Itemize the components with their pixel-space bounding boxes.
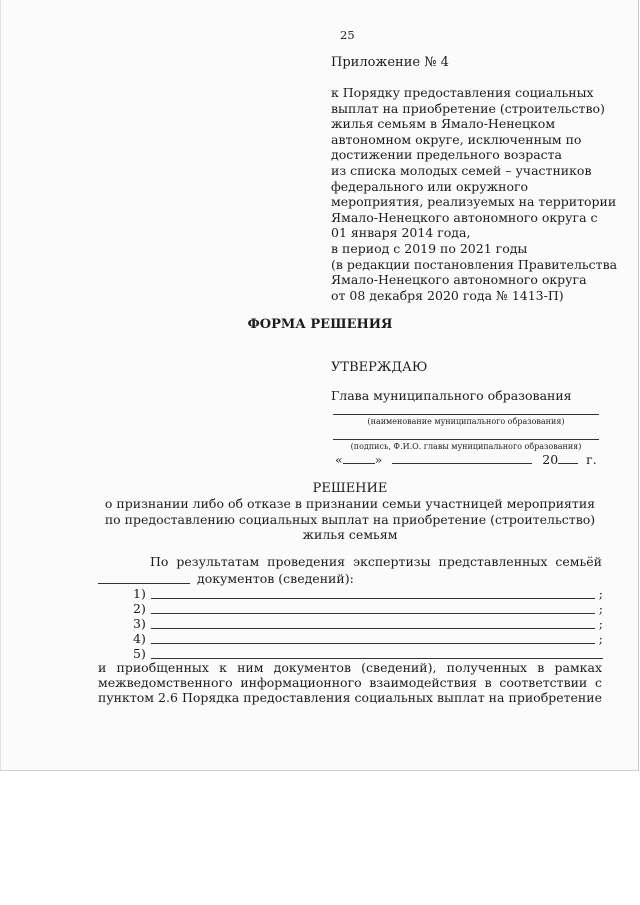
- page-edge: [0, 0, 1, 770]
- annex-line: федерального или окружного: [331, 178, 529, 194]
- document-item: [133, 586, 603, 601]
- head-role: Глава муниципального образования: [331, 388, 572, 403]
- item-blank-line: [151, 613, 595, 614]
- annex-line: 01 января 2014 года,: [331, 225, 471, 241]
- annex-description: [331, 85, 621, 303]
- intro-word: экспертизы: [353, 554, 431, 569]
- annex-line: достижении предельного возраста: [331, 147, 563, 163]
- date-open-quote: «: [335, 452, 343, 467]
- item-terminator: ;: [598, 616, 603, 631]
- annex-line: (в редакции постановления Правительства: [331, 256, 618, 272]
- annex-title: Приложение № 4: [331, 55, 449, 70]
- paragraph-line: пунктом 2.6 Порядка предоставления социальных выплат на приобретение: [98, 690, 602, 705]
- annex-line: из списка молодых семей – участников: [331, 162, 592, 178]
- item-blank-line: [151, 643, 595, 644]
- item-number: 1): [133, 586, 146, 601]
- item-blank-line: [151, 598, 595, 599]
- item-terminator: ;: [598, 601, 603, 616]
- decision-subtitle-line: о признании либо об отказе в признании семьи участницей мероприятия: [104, 496, 596, 511]
- item-blank-line: [151, 658, 603, 659]
- item-number: 3): [133, 616, 146, 631]
- document-item: [133, 646, 603, 661]
- paragraph-line: и приобщенных к ним документов (сведений), полученных в рамках: [98, 660, 602, 675]
- annex-line: от 08 декабря 2020 года № 1413-П): [331, 287, 564, 303]
- day-blank: [343, 451, 375, 464]
- approve-label: УТВЕРЖДАЮ: [331, 360, 428, 375]
- decision-subtitle-line: по предоставлению социальных выплат на приобретение (строительство): [104, 511, 596, 527]
- item-number: 2): [133, 601, 146, 616]
- municipality-hint: (наименование муниципального образования): [367, 417, 565, 426]
- item-number: 5): [133, 646, 146, 661]
- decision-subtitle: [100, 496, 600, 543]
- year-prefix: 20: [542, 452, 559, 467]
- documents-label: документов (сведений):: [197, 571, 354, 586]
- item-blank-line: [151, 628, 595, 629]
- year-suffix: г.: [586, 452, 597, 467]
- page-number: 25: [340, 28, 355, 42]
- approval-date-line: [335, 451, 610, 467]
- annex-line: автономном округе, исключенным по: [331, 131, 582, 147]
- annex-line: Ямало-Ненецкого автономного округа: [331, 272, 587, 288]
- item-terminator: ;: [598, 586, 603, 601]
- intro-word: По: [150, 554, 169, 569]
- intro-word: семьёй: [555, 554, 602, 569]
- document-item: [133, 616, 603, 631]
- annex-line: в период с 2019 по 2021 годы: [331, 240, 528, 256]
- decision-subtitle-line: жилья семьям: [302, 527, 398, 542]
- municipality-name-line: [333, 414, 599, 415]
- document-item: [133, 631, 603, 646]
- decision-title: РЕШЕНИЕ: [312, 481, 388, 496]
- signature-hint: (подпись, Ф.И.О. главы муниципального образования): [350, 442, 582, 451]
- annex-line: мероприятия, реализуемых на территории: [331, 194, 617, 210]
- intro-word: представленных: [438, 554, 548, 569]
- annex-line: выплат на приобретение (строительство): [331, 100, 605, 116]
- annex-line: жилья семьям в Ямало-Ненецком: [331, 116, 556, 132]
- form-title: ФОРМА РЕШЕНИЯ: [247, 317, 393, 332]
- paragraph-line: межведомственного информационного взаимодействия в соответствии с: [98, 675, 602, 690]
- annex-line: к Порядку предоставления социальных: [331, 85, 594, 100]
- document-item: [133, 601, 603, 616]
- date-close-quote: »: [374, 452, 383, 467]
- annex-line: Ямало-Ненецкого автономного округа с: [331, 209, 598, 225]
- item-number: 4): [133, 631, 146, 646]
- intro-word: проведения: [267, 554, 346, 569]
- intro-line: [150, 554, 602, 569]
- family-documents-blank: [98, 583, 190, 584]
- month-blank: [392, 451, 532, 464]
- signature-line: [333, 439, 599, 440]
- intro-word: результатам: [176, 554, 260, 569]
- year-blank: [558, 451, 578, 464]
- item-terminator: ;: [598, 631, 603, 646]
